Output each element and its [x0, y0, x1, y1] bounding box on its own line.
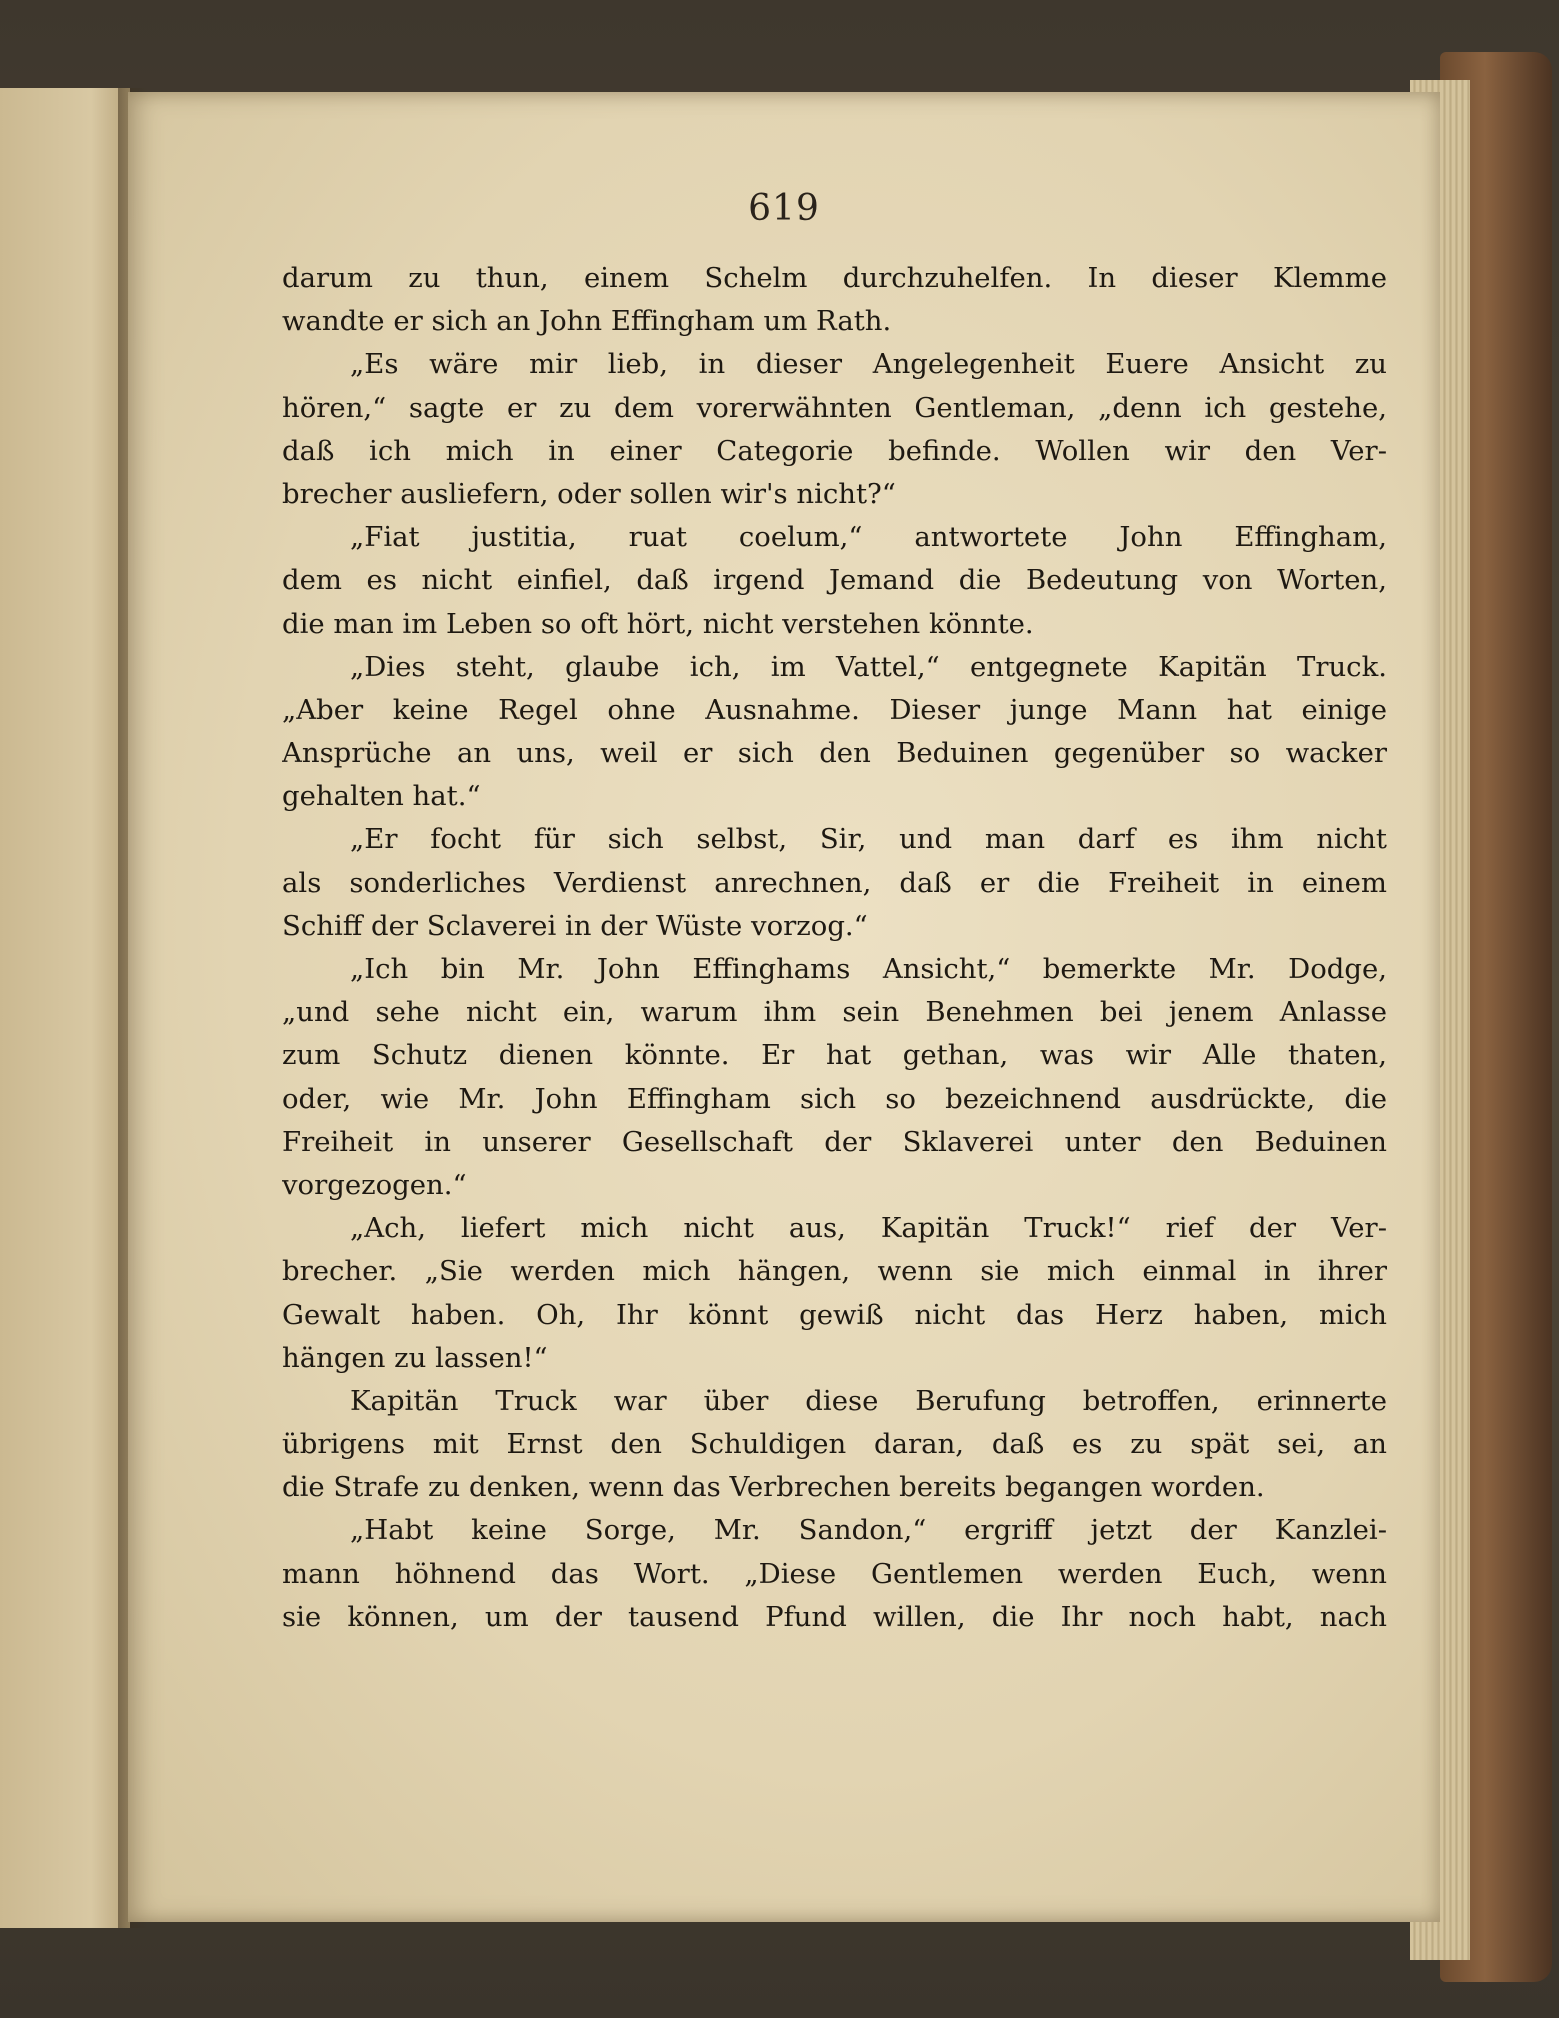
- text-line: „Er focht für sich selbst, Sir, und man darf es ihm nicht: [350, 823, 1387, 856]
- text-line: Gewalt haben. Oh, Ihr könnt gewiß nicht das Herz haben, mich: [282, 1298, 1387, 1331]
- text-line: sie können, um der tausend Pfund willen, die Ihr noch habt, nach: [282, 1600, 1387, 1633]
- facing-page-edge: [0, 88, 130, 1928]
- text-line: oder, wie Mr. John Effingham sich so bezeichnend ausdrückte, die: [282, 1082, 1387, 1115]
- text-line: daß ich mich in einer Categorie befinde. Wollen wir den Ver-: [282, 434, 1387, 467]
- text-line: als sonderliches Verdienst anrechnen, daß er die Freiheit in einem: [282, 866, 1387, 899]
- text-line: Kapitän Truck war über diese Berufung betroffen, erinnerte: [350, 1384, 1387, 1417]
- text-line: wandte er sich an John Effingham um Rath.: [282, 305, 892, 338]
- text-line: „Es wäre mir lieb, in dieser Angelegenheit Euere Ansicht zu: [350, 348, 1387, 381]
- text-line: hängen zu lassen!“: [282, 1341, 548, 1374]
- text-line: mann höhnend das Wort. „Diese Gentlemen werden Euch, wenn: [282, 1557, 1387, 1590]
- text-line: hören,“ sagte er zu dem vorerwähnten Gentleman, „denn ich gestehe,: [282, 391, 1387, 424]
- book-page: [128, 92, 1440, 1922]
- text-line: „Fiat justitia, ruat coelum,“ antwortete John Effingham,: [350, 521, 1387, 554]
- text-line: „Dies steht, glaube ich, im Vattel,“ entgegnete Kapitän Truck.: [350, 650, 1387, 683]
- body-text: [282, 257, 1387, 1639]
- page-number: 619: [748, 188, 820, 229]
- text-line: Ansprüche an uns, weil er sich den Beduinen gegenüber so wacker: [282, 737, 1387, 770]
- text-line: brecher. „Sie werden mich hängen, wenn sie mich einmal in ihrer: [282, 1255, 1387, 1288]
- text-line: die man im Leben so oft hört, nicht verstehen könnte.: [282, 607, 1034, 640]
- text-line: übrigens mit Ernst den Schuldigen daran, daß es zu spät sei, an: [282, 1428, 1387, 1461]
- text-line: „Ach, liefert mich nicht aus, Kapitän Truck!“ rief der Ver-: [350, 1212, 1387, 1245]
- text-line: gehalten hat.“: [282, 780, 481, 813]
- text-line: brecher ausliefern, oder sollen wir's nicht?“: [282, 477, 896, 510]
- text-line: „Ich bin Mr. John Effinghams Ansicht,“ bemerkte Mr. Dodge,: [350, 953, 1387, 985]
- text-line: dem es nicht einfiel, daß irgend Jemand die Bedeutung von Worten,: [282, 564, 1387, 597]
- text-line: die Strafe zu denken, wenn das Verbrechen bereits begangen worden.: [282, 1471, 1265, 1504]
- text-line: „Aber keine Regel ohne Ausnahme. Dieser junge Mann hat einige: [282, 693, 1387, 726]
- text-line: „Habt keine Sorge, Mr. Sandon,“ ergriff jetzt der Kanzlei-: [350, 1514, 1387, 1547]
- text-line: Schiff der Sclaverei in der Wüste vorzog.“: [282, 909, 868, 942]
- text-line: Freiheit in unserer Gesellschaft der Sklaverei unter den Beduinen: [282, 1125, 1387, 1158]
- text-line: vorgezogen.“: [282, 1168, 467, 1201]
- text-line: darum zu thun, einem Schelm durchzuhelfen. In dieser Klemme: [282, 262, 1387, 294]
- text-line: zum Schutz dienen könnte. Er hat gethan, was wir Alle thaten,: [282, 1039, 1387, 1072]
- text-line: „und sehe nicht ein, warum ihm sein Benehmen bei jenem Anlasse: [282, 996, 1387, 1029]
